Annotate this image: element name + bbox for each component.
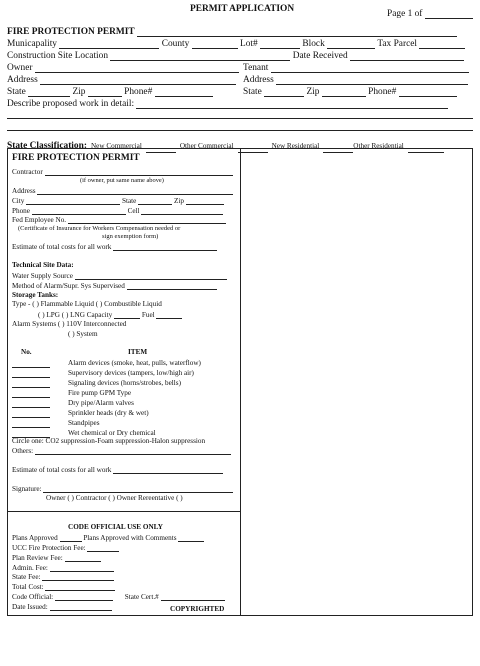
- state-fee-row: State Fee:: [12, 572, 114, 581]
- alarm-method-row: Method of Alarm/Supr. Sys Supervised: [12, 281, 217, 290]
- list-item: Wet chemical or Dry chemical: [12, 428, 201, 438]
- cert-note-2: sign exemption form): [102, 233, 159, 240]
- list-item: Signaling devices (horns/strobes, bells): [12, 378, 201, 388]
- column-divider: [240, 148, 241, 616]
- admin-fee-row: Admin. Fee:: [12, 563, 114, 572]
- signature-field[interactable]: [43, 484, 233, 493]
- storage-type-line-2: ( ) LPG ( ) LNG Capacity Fuel: [38, 310, 182, 319]
- phone-cell-row: Phone Cell: [12, 206, 223, 215]
- total-cost-field[interactable]: [45, 582, 115, 591]
- item-count-field[interactable]: [12, 399, 50, 408]
- cert-note-1: (Certificate of Insurance for Workers Compensation needed or: [18, 225, 181, 232]
- plan-review-fee-row: Plan Review Fee:: [12, 553, 101, 562]
- signature-row: Signature:: [12, 484, 233, 493]
- contractor-note: (if owner, put same name above): [80, 177, 164, 184]
- item-count-field[interactable]: [12, 359, 50, 368]
- estimate2-row: Estimate of total costs for all work: [12, 465, 223, 474]
- top-heading: FIRE PROTECTION PERMIT: [7, 27, 457, 37]
- owner-address-field[interactable]: [40, 76, 236, 85]
- list-item: Alarm devices (smoke, heat, pulls, waterflow): [12, 358, 201, 368]
- block-field[interactable]: [327, 40, 375, 49]
- plan-review-fee-field[interactable]: [65, 553, 101, 562]
- row-address2: Address: [243, 75, 468, 85]
- contractor-zip-field[interactable]: [186, 196, 224, 205]
- col-item-header: ITEM: [128, 348, 148, 356]
- owner-phone-field[interactable]: [155, 88, 213, 97]
- class-new-commercial: New Commercial: [90, 142, 142, 150]
- owner-field[interactable]: [35, 64, 239, 73]
- site-location-field[interactable]: [110, 52, 290, 61]
- item-count-field[interactable]: [12, 419, 50, 428]
- total-cost-row: Total Cost:: [12, 582, 115, 591]
- tenant-phone-field[interactable]: [399, 88, 457, 97]
- item-count-field[interactable]: [12, 389, 50, 398]
- class-new-residential: New Residential: [271, 142, 320, 150]
- plans-approved-field[interactable]: [60, 533, 82, 542]
- estimate-row: Estimate of total costs for all work: [12, 242, 217, 251]
- water-supply-field[interactable]: [75, 271, 227, 280]
- tech-heading: Technical Site Data:: [12, 261, 74, 269]
- state-classification: State Classification: New Commercial Other Commercial New Residential Other Residential: [7, 135, 444, 153]
- capacity-field[interactable]: [114, 310, 140, 319]
- ucc-fee-row: UCC Fire Protection Fee:: [12, 543, 119, 552]
- circle-one-row: Circle one: CO2 suppression-Foam suppression-Halon suppression: [12, 437, 206, 445]
- official-heading: CODE OFFICIAL USE ONLY: [68, 523, 163, 531]
- estimate-field[interactable]: [113, 242, 217, 251]
- tenant-zip-field[interactable]: [322, 88, 366, 97]
- page-number: Page 1 of: [387, 9, 473, 19]
- contractor-phone-field[interactable]: [32, 206, 126, 215]
- city-state-zip-row: City State Zip: [12, 196, 224, 205]
- fed-employee-field[interactable]: [68, 215, 226, 224]
- tenant-field[interactable]: [271, 64, 469, 73]
- fuel-field[interactable]: [156, 310, 182, 319]
- admin-fee-field[interactable]: [50, 563, 114, 572]
- plans-with-comments-field[interactable]: [178, 533, 204, 542]
- tenant-state-field[interactable]: [264, 88, 304, 97]
- item-count-field[interactable]: [12, 409, 50, 418]
- owner-zip-field[interactable]: [88, 88, 122, 97]
- row-describe: Describe proposed work in detail:: [7, 99, 448, 109]
- row-address: Address: [7, 75, 236, 85]
- contractor-field[interactable]: [45, 167, 233, 176]
- describe-field[interactable]: [136, 100, 448, 109]
- contractor-address-row: Address: [12, 186, 233, 195]
- signer-roles: Owner ( ) Contractor ( ) Owner Rereentative ( ): [46, 494, 183, 502]
- item-count-field[interactable]: [12, 369, 50, 378]
- state-cert-field[interactable]: [161, 592, 225, 601]
- date-received-field[interactable]: [350, 52, 464, 61]
- code-official-field[interactable]: [55, 592, 113, 601]
- page-title: PERMIT APPLICATION: [190, 4, 295, 14]
- items-list: [12, 358, 201, 438]
- plans-approved-row: Plans Approved Plans Approved with Comments: [12, 533, 204, 542]
- item-count-field[interactable]: [12, 379, 50, 388]
- list-item: Dry pipe/Alarm valves: [12, 398, 201, 408]
- estimate2-field[interactable]: [113, 465, 223, 474]
- row-municipality: Municapality County Lot# Block Tax Parcel: [7, 39, 465, 49]
- contractor-cell-field[interactable]: [141, 206, 223, 215]
- municipality-field[interactable]: [59, 40, 159, 49]
- date-issued-row: Date Issued:: [12, 602, 112, 611]
- left-heading: FIRE PROTECTION PERMIT: [12, 153, 140, 163]
- contractor-address-field[interactable]: [37, 186, 233, 195]
- contractor-row: Contractor: [12, 167, 233, 176]
- tax-parcel-field[interactable]: [419, 40, 465, 49]
- row-owner: Owner: [7, 63, 239, 73]
- contractor-state-field[interactable]: [138, 196, 172, 205]
- copyright-label: COPYRIGHTED: [170, 605, 225, 613]
- row-state-zip-phone: State Zip Phone#: [7, 87, 213, 97]
- class-other-residential: Other Residential: [353, 142, 404, 150]
- official-divider: [7, 511, 240, 512]
- row-site-location: Construction Site Location Date Received: [7, 51, 464, 61]
- storage-heading: Storage Tanks:: [12, 291, 59, 299]
- date-issued-field[interactable]: [50, 602, 112, 611]
- others-row: Others:: [12, 446, 231, 455]
- col-no-header: No.: [21, 348, 32, 356]
- list-item: Standpipes: [12, 418, 201, 428]
- code-official-row: Code Official: State Cert.#: [12, 592, 225, 601]
- county-field[interactable]: [192, 40, 238, 49]
- storage-type-line: Type - ( ) Flammable Liquid ( ) Combustible Liquid: [12, 300, 162, 308]
- alarm-method-field[interactable]: [127, 281, 217, 290]
- tenant-address-field[interactable]: [276, 76, 468, 85]
- list-item: Supervisory devices (tampers, low/high air): [12, 368, 201, 378]
- others-field[interactable]: [35, 446, 231, 455]
- row-tenant: Tenant: [243, 63, 469, 73]
- ucc-fee-field[interactable]: [87, 543, 119, 552]
- list-item: Fire pump GPM Type: [12, 388, 201, 398]
- water-supply-row: Water Supply Source: [12, 271, 227, 280]
- row-state-zip-phone2: State Zip Phone#: [243, 87, 457, 97]
- list-item: Sprinkler heads (dry & wet): [12, 408, 201, 418]
- describe-line-1[interactable]: [7, 118, 473, 119]
- alarm-systems-row: Alarm Systems ( ) 110V Interconnected: [12, 320, 127, 328]
- city-field[interactable]: [26, 196, 120, 205]
- owner-state-field[interactable]: [28, 88, 70, 97]
- system-row: ( ) System: [68, 330, 98, 338]
- fed-employee-row: Fed Employee No.: [12, 215, 226, 224]
- class-other-commercial: Other Commercial: [179, 142, 234, 150]
- describe-line-2[interactable]: [7, 130, 473, 131]
- state-fee-field[interactable]: [42, 572, 114, 581]
- lot-field[interactable]: [260, 40, 300, 49]
